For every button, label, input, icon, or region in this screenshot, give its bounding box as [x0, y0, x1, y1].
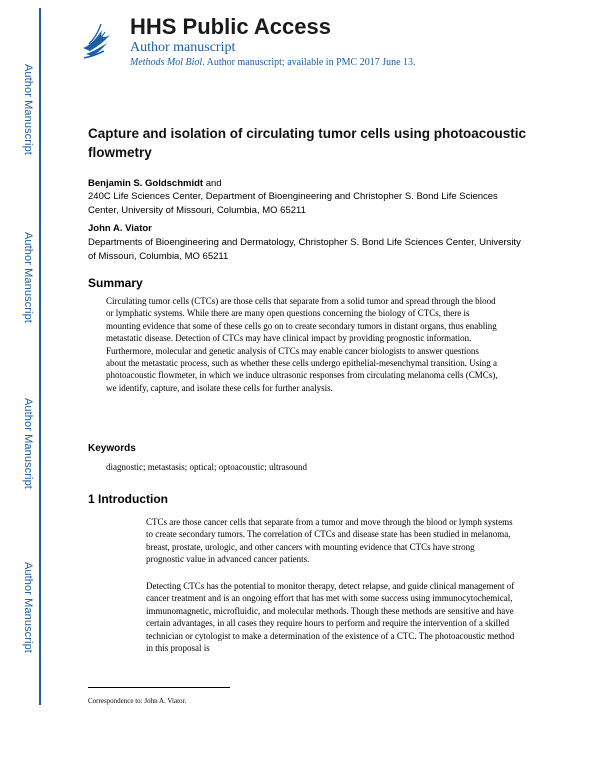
author-affiliation: 240C Life Sciences Center, Department of Bioengineering and Christopher S. Bond Life Sciences Center, University of Missouri, Columbia, MO 65211 — [88, 191, 498, 216]
keywords-text: diagnostic; metastasis; optical; optoacoustic; ultrasound — [106, 462, 307, 472]
journal-name: Methods Mol Biol — [130, 57, 203, 68]
author-name — [88, 223, 152, 234]
hhs-eagle-icon — [80, 18, 114, 62]
sidebar-label-author-manuscript: Author Manuscript — [22, 232, 34, 323]
sidebar-rule — [39, 8, 41, 705]
author-conjunction: and — [203, 178, 222, 189]
author-manuscript-subtitle: Author manuscript — [130, 40, 236, 55]
hhs-public-access-title: HHS Public Access — [130, 14, 331, 39]
sidebar-label-author-manuscript: Author Manuscript — [22, 398, 34, 489]
introduction-heading: 1 Introduction — [88, 492, 168, 506]
correspondence-footnote: Correspondence to: John A. Viator. — [88, 697, 187, 705]
author-affiliation: Departments of Bioengineering and Dermatology, Christopher S. Bond Life Sciences Center, University of Missouri, Columbia, MO 65211 — [88, 237, 521, 262]
author-name — [88, 178, 222, 189]
footnote-rule — [88, 687, 230, 688]
author-name-text: Benjamin S. Goldschmidt — [88, 178, 204, 189]
introduction-paragraph: Detecting CTCs has the potential to monitor therapy, detect relapse, and guide clinical management of cancer treatment and is an ongoing effort that has met with some success using immunocytochemical, immunomagnetic, microfluidic, and molecular methods. Though these methods are sensitive and have certain advantages, in all cases they require hours to perform and require the intervention of a skilled technician or cytologist to make a determination of the existence of a CTC. The photoacoustic method in this proposal is — [146, 581, 515, 654]
sidebar-label-author-manuscript: Author Manuscript — [22, 562, 34, 653]
summary-heading: Summary — [88, 276, 143, 290]
introduction-paragraph: CTCs are those cancer cells that separate from a tumor and move through the blood or lymph systems to create secondary tumors. The correlation of CTCs and disease state has been studied in melanoma, breast, prostate, urologic, and other cancers with mounting evidence that CTCs have strong prognostic value in advanced cancer patients. — [146, 517, 513, 565]
sidebar-label-author-manuscript: Author Manuscript — [22, 64, 34, 155]
publication-citation — [130, 57, 416, 68]
keywords-heading: Keywords — [88, 443, 136, 454]
citation-availability: . Author manuscript; available in PMC 2017 June 13. — [202, 57, 416, 68]
summary-text: Circulating tumor cells (CTCs) are those cells that separate from a solid tumor and spread through the blood or lymphatic systems. While there are many open questions concerning the biology of CTCs, there is mounting evidence that some of these cells go on to create secondary tumors in distant organs, thus enabling metastatic disease. Detection of CTCs may have clinical impact by providing prognostic information. Furthermore, molecular and genetic analysis of CTCs may enable cancer biologists to answer questions about the metastatic process, such as whether these cells undergo epithelial-mesenchymal transition. Using a photoacoustic flowmeter, in which we induce ultrasonic responses from circulating melanoma cells (CMCs), we identify, capture, and isolate these cells for further analysis. — [106, 296, 498, 393]
paper-title: Capture and isolation of circulating tumor cells using photoacoustic flowmetry — [88, 126, 527, 160]
author-name-text: John A. Viator — [88, 223, 152, 234]
